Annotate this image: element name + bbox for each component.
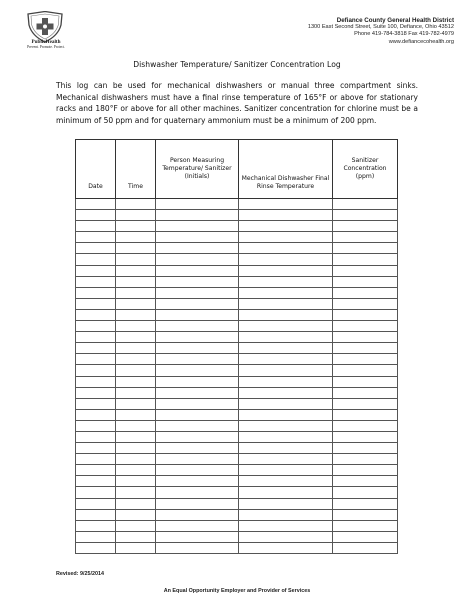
table-cell[interactable] (76, 443, 116, 454)
table-cell[interactable] (333, 309, 398, 320)
table-cell[interactable] (76, 431, 116, 442)
table-cell[interactable] (116, 287, 156, 298)
table-cell[interactable] (333, 321, 398, 332)
table-cell[interactable] (333, 531, 398, 542)
table-row (76, 287, 398, 298)
table-cell[interactable] (333, 376, 398, 387)
table-cell[interactable] (239, 465, 333, 476)
table-cell[interactable] (156, 298, 239, 309)
table-cell[interactable] (116, 487, 156, 498)
table-cell[interactable] (76, 398, 116, 409)
table-cell[interactable] (333, 332, 398, 343)
table-cell[interactable] (156, 354, 239, 365)
intro-paragraph: This log can be used for mechanical dishwashers or manual three compartment sinks. Mechanical dishwashers must have a final rinse temperature of 165°F or above for stationary racks and 180°F or above for all other machines. Sanitizer concentration for chlorine must be a minimum of 50 ppm and for quaternary ammonium must be a minimum of 200 ppm. (56, 81, 418, 125)
table-cell[interactable] (76, 387, 116, 398)
table-cell[interactable] (76, 332, 116, 343)
table-cell[interactable] (239, 321, 333, 332)
table-cell[interactable] (76, 199, 116, 210)
table-cell[interactable] (76, 509, 116, 520)
table-cell[interactable] (76, 520, 116, 531)
table-row (76, 487, 398, 498)
table-cell[interactable] (76, 365, 116, 376)
table-row (76, 420, 398, 431)
letterhead (308, 17, 454, 46)
column-header-person-measuring: Person Measuring Temperature/ Sanitizer (Initials) (156, 140, 239, 199)
table-cell[interactable] (333, 243, 398, 254)
table-row (76, 298, 398, 309)
table-row (76, 454, 398, 465)
table-cell[interactable] (116, 309, 156, 320)
table-cell[interactable] (116, 465, 156, 476)
table-cell[interactable] (156, 531, 239, 542)
table-cell[interactable] (116, 298, 156, 309)
table-cell[interactable] (156, 210, 239, 221)
table-cell[interactable] (76, 498, 116, 509)
log-table (75, 139, 398, 554)
table-cell[interactable] (239, 487, 333, 498)
table-cell[interactable] (116, 387, 156, 398)
table-cell[interactable] (333, 232, 398, 243)
table-cell[interactable] (333, 443, 398, 454)
table-cell[interactable] (116, 254, 156, 265)
table-cell[interactable] (76, 243, 116, 254)
table-cell[interactable] (116, 343, 156, 354)
table-cell[interactable] (156, 431, 239, 442)
table-cell[interactable] (116, 520, 156, 531)
table-row (76, 365, 398, 376)
table-cell[interactable] (239, 287, 333, 298)
table-cell[interactable] (156, 387, 239, 398)
column-header-final-rinse-temperature: Mechanical Dishwasher Final Rinse Temperature (239, 140, 333, 199)
table-cell[interactable] (239, 509, 333, 520)
table-row (76, 221, 398, 232)
table-cell[interactable] (116, 476, 156, 487)
table-cell[interactable] (76, 309, 116, 320)
table-cell[interactable] (76, 420, 116, 431)
table-cell[interactable] (239, 420, 333, 431)
table-cell[interactable] (156, 443, 239, 454)
table-row (76, 476, 398, 487)
table-cell[interactable] (239, 542, 333, 553)
table-cell[interactable] (239, 454, 333, 465)
footer-notice: An Equal Opportunity Employer and Provider of Services (163, 588, 311, 594)
table-row (76, 531, 398, 542)
table-row (76, 376, 398, 387)
table-cell[interactable] (76, 376, 116, 387)
table-cell[interactable] (239, 210, 333, 221)
table-cell[interactable] (156, 243, 239, 254)
table-cell[interactable] (76, 287, 116, 298)
table-cell[interactable] (239, 431, 333, 442)
table-cell[interactable] (76, 321, 116, 332)
table-cell[interactable] (116, 542, 156, 553)
table-cell[interactable] (239, 221, 333, 232)
table-cell[interactable] (156, 254, 239, 265)
table-cell[interactable] (239, 387, 333, 398)
table-cell[interactable] (333, 221, 398, 232)
table-cell[interactable] (156, 420, 239, 431)
table-cell[interactable] (76, 210, 116, 221)
table-cell[interactable] (156, 509, 239, 520)
column-header-sanitizer-concentration: Sanitizer Concentration (ppm) (333, 140, 398, 199)
column-header-date: Date (76, 140, 116, 199)
table-row (76, 431, 398, 442)
table-cell[interactable] (116, 321, 156, 332)
table-row (76, 465, 398, 476)
table-cell[interactable] (76, 542, 116, 553)
table-cell[interactable] (76, 354, 116, 365)
table-cell[interactable] (156, 542, 239, 553)
table-cell[interactable] (156, 232, 239, 243)
table-cell[interactable] (333, 509, 398, 520)
table-cell[interactable] (239, 531, 333, 542)
table-cell[interactable] (239, 520, 333, 531)
table-row (76, 332, 398, 343)
table-cell[interactable] (333, 420, 398, 431)
table-cell[interactable] (156, 265, 239, 276)
org-phone-fax: Phone 419-784-3818 Fax 419-782-4979 (354, 31, 454, 38)
table-cell[interactable] (333, 465, 398, 476)
table-row (76, 520, 398, 531)
table-cell[interactable] (333, 398, 398, 409)
table-cell[interactable] (116, 276, 156, 287)
table-cell[interactable] (333, 210, 398, 221)
table-row (76, 276, 398, 287)
logo-line2: Prevent. Promote. Protect. (27, 45, 65, 49)
table-cell[interactable] (116, 199, 156, 210)
table-cell[interactable] (156, 454, 239, 465)
table-cell[interactable] (156, 476, 239, 487)
table-cell[interactable] (239, 232, 333, 243)
table-cell[interactable] (239, 443, 333, 454)
log-table-body (76, 199, 398, 554)
table-row (76, 409, 398, 420)
table-row (76, 254, 398, 265)
table-cell[interactable] (76, 221, 116, 232)
table-cell[interactable] (239, 476, 333, 487)
table-cell[interactable] (333, 409, 398, 420)
table-cell[interactable] (156, 465, 239, 476)
table-cell[interactable] (116, 265, 156, 276)
table-cell[interactable] (239, 243, 333, 254)
table-cell[interactable] (239, 265, 333, 276)
table-cell[interactable] (76, 476, 116, 487)
table-row (76, 398, 398, 409)
table-row (76, 343, 398, 354)
table-row (76, 321, 398, 332)
table-cell[interactable] (333, 254, 398, 265)
table-cell[interactable] (76, 487, 116, 498)
org-name: Defiance County General Health District (336, 17, 454, 24)
revised-date: Revised: 9/25/2014 (56, 571, 104, 577)
table-cell[interactable] (239, 298, 333, 309)
table-cell[interactable] (76, 465, 116, 476)
table-row (76, 243, 398, 254)
table-cell[interactable] (333, 365, 398, 376)
table-cell[interactable] (116, 509, 156, 520)
table-cell[interactable] (239, 365, 333, 376)
table-cell[interactable] (333, 265, 398, 276)
table-cell[interactable] (333, 354, 398, 365)
table-cell[interactable] (116, 221, 156, 232)
table-cell[interactable] (116, 365, 156, 376)
table-cell[interactable] (156, 332, 239, 343)
table-cell[interactable] (116, 354, 156, 365)
table-cell[interactable] (333, 454, 398, 465)
table-cell[interactable] (116, 232, 156, 243)
table-cell[interactable] (239, 332, 333, 343)
table-row (76, 542, 398, 553)
table-cell[interactable] (156, 221, 239, 232)
table-cell[interactable] (156, 309, 239, 320)
table-cell[interactable] (116, 210, 156, 221)
org-address: 1300 East Second Street, Suite 100, Defiance, Ohio 43512 (307, 24, 454, 31)
table-cell[interactable] (156, 498, 239, 509)
table-cell[interactable] (76, 343, 116, 354)
table-cell[interactable] (333, 298, 398, 309)
table-cell[interactable] (156, 487, 239, 498)
table-cell[interactable] (116, 454, 156, 465)
table-cell[interactable] (116, 531, 156, 542)
table-cell[interactable] (333, 520, 398, 531)
column-header-time: Time (116, 140, 156, 199)
table-cell[interactable] (76, 409, 116, 420)
table-cell[interactable] (239, 309, 333, 320)
org-website-link[interactable]: www.defiancecohealth.org (388, 38, 454, 45)
table-cell[interactable] (156, 321, 239, 332)
table-cell[interactable] (76, 531, 116, 542)
table-cell[interactable] (116, 376, 156, 387)
table-row (76, 387, 398, 398)
table-cell[interactable] (239, 376, 333, 387)
table-row (76, 232, 398, 243)
table-cell[interactable] (156, 199, 239, 210)
table-cell[interactable] (333, 199, 398, 210)
table-row (76, 354, 398, 365)
table-row (76, 309, 398, 320)
table-cell[interactable] (116, 498, 156, 509)
table-cell[interactable] (76, 276, 116, 287)
table-cell[interactable] (76, 454, 116, 465)
table-row (76, 509, 398, 520)
logo-wordmark (22, 39, 70, 49)
document-title: Dishwasher Temperature/ Sanitizer Concentration Log (133, 60, 341, 69)
table-cell[interactable] (239, 398, 333, 409)
table-cell[interactable] (116, 420, 156, 431)
table-cell[interactable] (156, 376, 239, 387)
table-cell[interactable] (333, 387, 398, 398)
table-cell[interactable] (239, 498, 333, 509)
table-cell[interactable] (239, 354, 333, 365)
table-cell[interactable] (333, 287, 398, 298)
table-cell[interactable] (76, 232, 116, 243)
table-cell[interactable] (333, 343, 398, 354)
table-cell[interactable] (333, 431, 398, 442)
table-cell[interactable] (333, 476, 398, 487)
table-cell[interactable] (116, 431, 156, 442)
table-cell[interactable] (116, 398, 156, 409)
table-cell[interactable] (156, 398, 239, 409)
logo-line1: PublicHealth (31, 39, 61, 45)
table-cell[interactable] (333, 498, 398, 509)
table-cell[interactable] (76, 265, 116, 276)
table-cell[interactable] (239, 254, 333, 265)
table-cell[interactable] (239, 199, 333, 210)
table-cell[interactable] (156, 343, 239, 354)
table-cell[interactable] (333, 542, 398, 553)
table-row (76, 265, 398, 276)
table-cell[interactable] (116, 332, 156, 343)
table-cell[interactable] (156, 287, 239, 298)
log-table-header-row (76, 140, 398, 199)
table-cell[interactable] (333, 276, 398, 287)
table-cell[interactable] (239, 409, 333, 420)
table-cell[interactable] (116, 243, 156, 254)
table-row (76, 210, 398, 221)
table-cell[interactable] (239, 343, 333, 354)
table-row (76, 498, 398, 509)
table-cell[interactable] (76, 298, 116, 309)
table-row (76, 199, 398, 210)
table-cell[interactable] (156, 276, 239, 287)
table-cell[interactable] (156, 365, 239, 376)
table-cell[interactable] (116, 443, 156, 454)
table-cell[interactable] (116, 409, 156, 420)
table-row (76, 443, 398, 454)
table-cell[interactable] (333, 487, 398, 498)
table-cell[interactable] (76, 254, 116, 265)
table-cell[interactable] (156, 409, 239, 420)
table-cell[interactable] (156, 520, 239, 531)
table-cell[interactable] (239, 276, 333, 287)
